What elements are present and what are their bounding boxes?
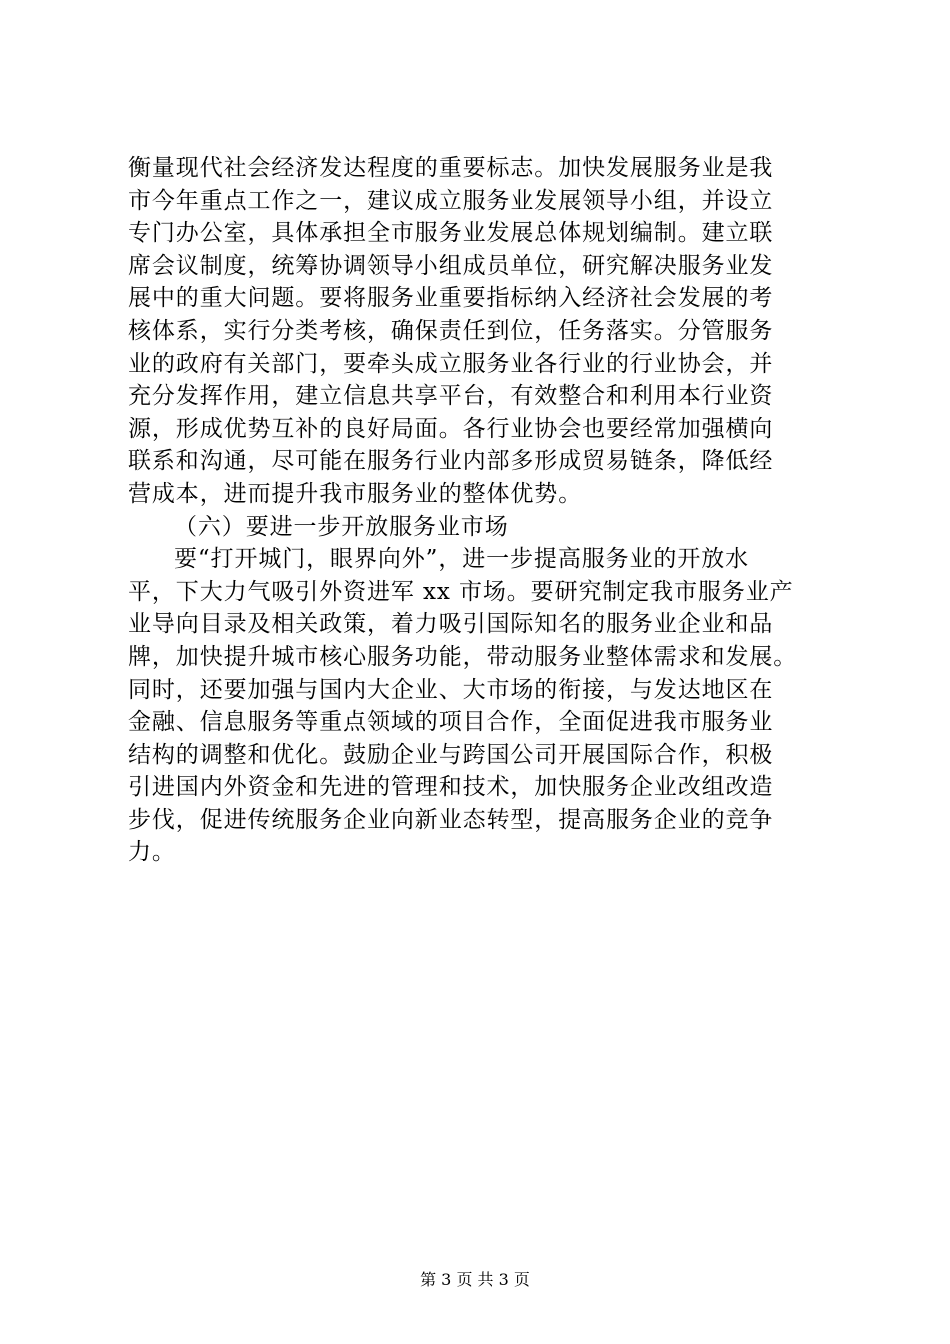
text-line: 力。 bbox=[128, 839, 176, 866]
section-heading: （六）要进一步开放服务业市场 bbox=[174, 513, 509, 540]
text-line: 步伐，促进传统服务企业向新业态转型，提高服务企业的竞争 bbox=[128, 806, 774, 833]
text-line: 结构的调整和优化。鼓励企业与跨国公司开展国际合作，积极 bbox=[128, 741, 774, 768]
text-line: 牌，加快提升城市核心服务功能，带动服务业整体需求和发展。 bbox=[128, 643, 798, 670]
text-line: 市今年重点工作之一，建议成立服务业发展领导小组，并设立 bbox=[128, 187, 774, 214]
text-line: 业的政府有关部门，要牵头成立服务业各行业的行业协会，并 bbox=[128, 350, 774, 377]
text-line: 核体系，实行分类考核，确保责任到位，任务落实。分管服务 bbox=[128, 317, 774, 344]
text-line: 衡量现代社会经济发达程度的重要标志。加快发展服务业是我 bbox=[128, 155, 774, 181]
text-line: 同时，还要加强与国内大企业、大市场的衔接，与发达地区在 bbox=[128, 676, 774, 703]
text-line: 席会议制度，统筹协调领导小组成员单位，研究解决服务业发 bbox=[128, 252, 774, 279]
text-line: 业导向目录及相关政策，着力吸引国际知名的服务业企业和品 bbox=[128, 611, 774, 638]
text-line: 金融、信息服务等重点领域的项目合作，全面促进我市服务业 bbox=[128, 709, 774, 736]
text-line: 平，下大力气吸引外资进军 xx 市场。要研究制定我市服务业产 bbox=[128, 578, 794, 605]
text-line: 源，形成优势互补的良好局面。各行业协会也要经常加强横向 bbox=[128, 415, 774, 442]
text-line: 专门办公室，具体承担全市服务业发展总体规划编制。建立联 bbox=[128, 220, 774, 247]
text-line: 引进国内外资金和先进的管理和技术，加快服务企业改组改造 bbox=[128, 774, 774, 801]
text-line: 联系和沟通，尽可能在服务行业内部多形成贸易链条，降低经 bbox=[128, 448, 774, 475]
text-line: 充分发挥作用，建立信息共享平台，有效整合和利用本行业资 bbox=[128, 383, 774, 410]
text-line: 要“打开城门，眼界向外”，进一步提高服务业的开放水 bbox=[174, 546, 750, 573]
document-body bbox=[128, 152, 848, 869]
page-footer: 第 3 页 共 3 页 bbox=[420, 1270, 530, 1289]
text-line: 展中的重大问题。要将服务业重要指标纳入经济社会发展的考 bbox=[128, 285, 774, 312]
text-line: 营成本，进而提升我市服务业的整体优势。 bbox=[128, 480, 583, 507]
